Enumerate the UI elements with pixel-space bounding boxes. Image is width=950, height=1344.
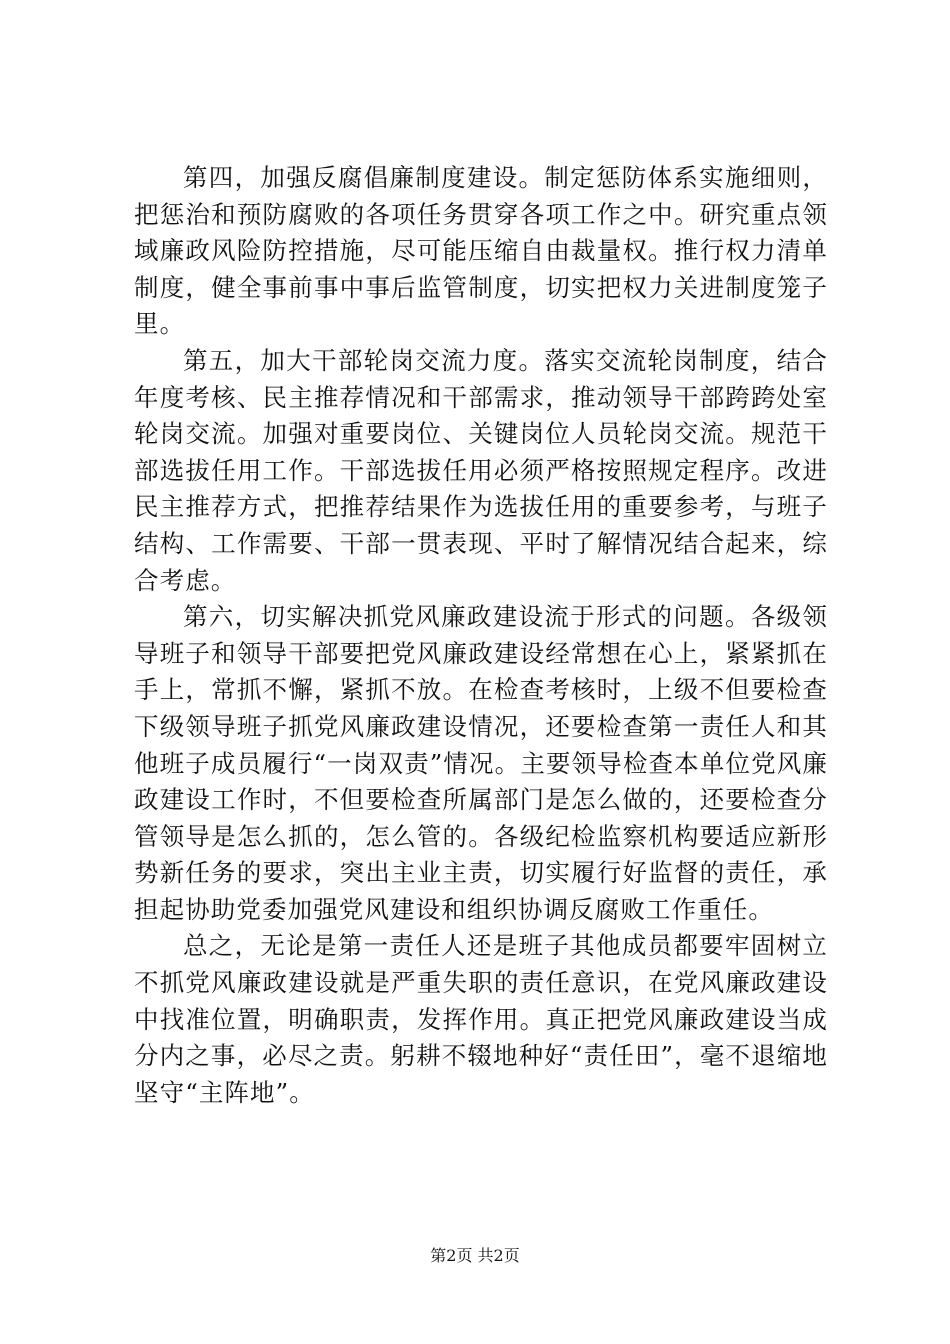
paragraph-sixth: 第六，切实解决抓党风廉政建设流于形式的问题。各级领导班子和领导干部要把党风廉政建设经常想在心上，紧紧抓在手上，常抓不懈，紧抓不放。在检查考核时，上级不但要检查下级领导班子抓党风廉政建设情况，还要检查第一责任人和其他班子成员履行“一岗双责”情况。主要领导检查本单位党风廉政建设工作时，不但要检查所属部门是怎么做的，还要检查分管领导是怎么抓的，怎么管的。各级纪检监察机构要适应新形势新任务的要求，突出主业主责，切实履行好监督的责任，承担起协助党委加强党风建设和组织协调反腐败工作重任。 xyxy=(134,602,828,924)
page-footer: 第2页 共2页 xyxy=(430,1246,520,1265)
paragraph-fifth: 第五，加大干部轮岗交流力度。落实交流轮岗制度，结合年度考核、民主推荐情况和干部需求，推动领导干部跨跨处室轮岗交流。加强对重要岗位、关键岗位人员轮岗交流。规范干部选拔任用工作。干部选拔任用必须严格按照规定程序。改进民主推荐方式，把推荐结果作为选拔任用的重要参考，与班子结构、工作需要、干部一贯表现、平时了解情况结合起来，综合考虑。 xyxy=(134,345,828,595)
document-body xyxy=(134,160,828,1111)
paragraph-fourth: 第四，加强反腐倡廉制度建设。制定惩防体系实施细则，把惩治和预防腐败的各项任务贯穿各项工作之中。研究重点领域廉政风险防控措施，尽可能压缩自由裁量权。推行权力清单制度，健全事前事中事后监管制度，切实把权力关进制度笼子里。 xyxy=(134,163,828,339)
paragraph-conclusion: 总之，无论是第一责任人还是班子其他成员都要牢固树立不抓党风廉政建设就是严重失职的责任意识，在党风廉政建设中找准位置，明确职责，发挥作用。真正把党风廉政建设当成分内之事，必尽之责。躬耕不辍地种好“责任田”，毫不退缩地坚守“主阵地”。 xyxy=(134,931,828,1107)
